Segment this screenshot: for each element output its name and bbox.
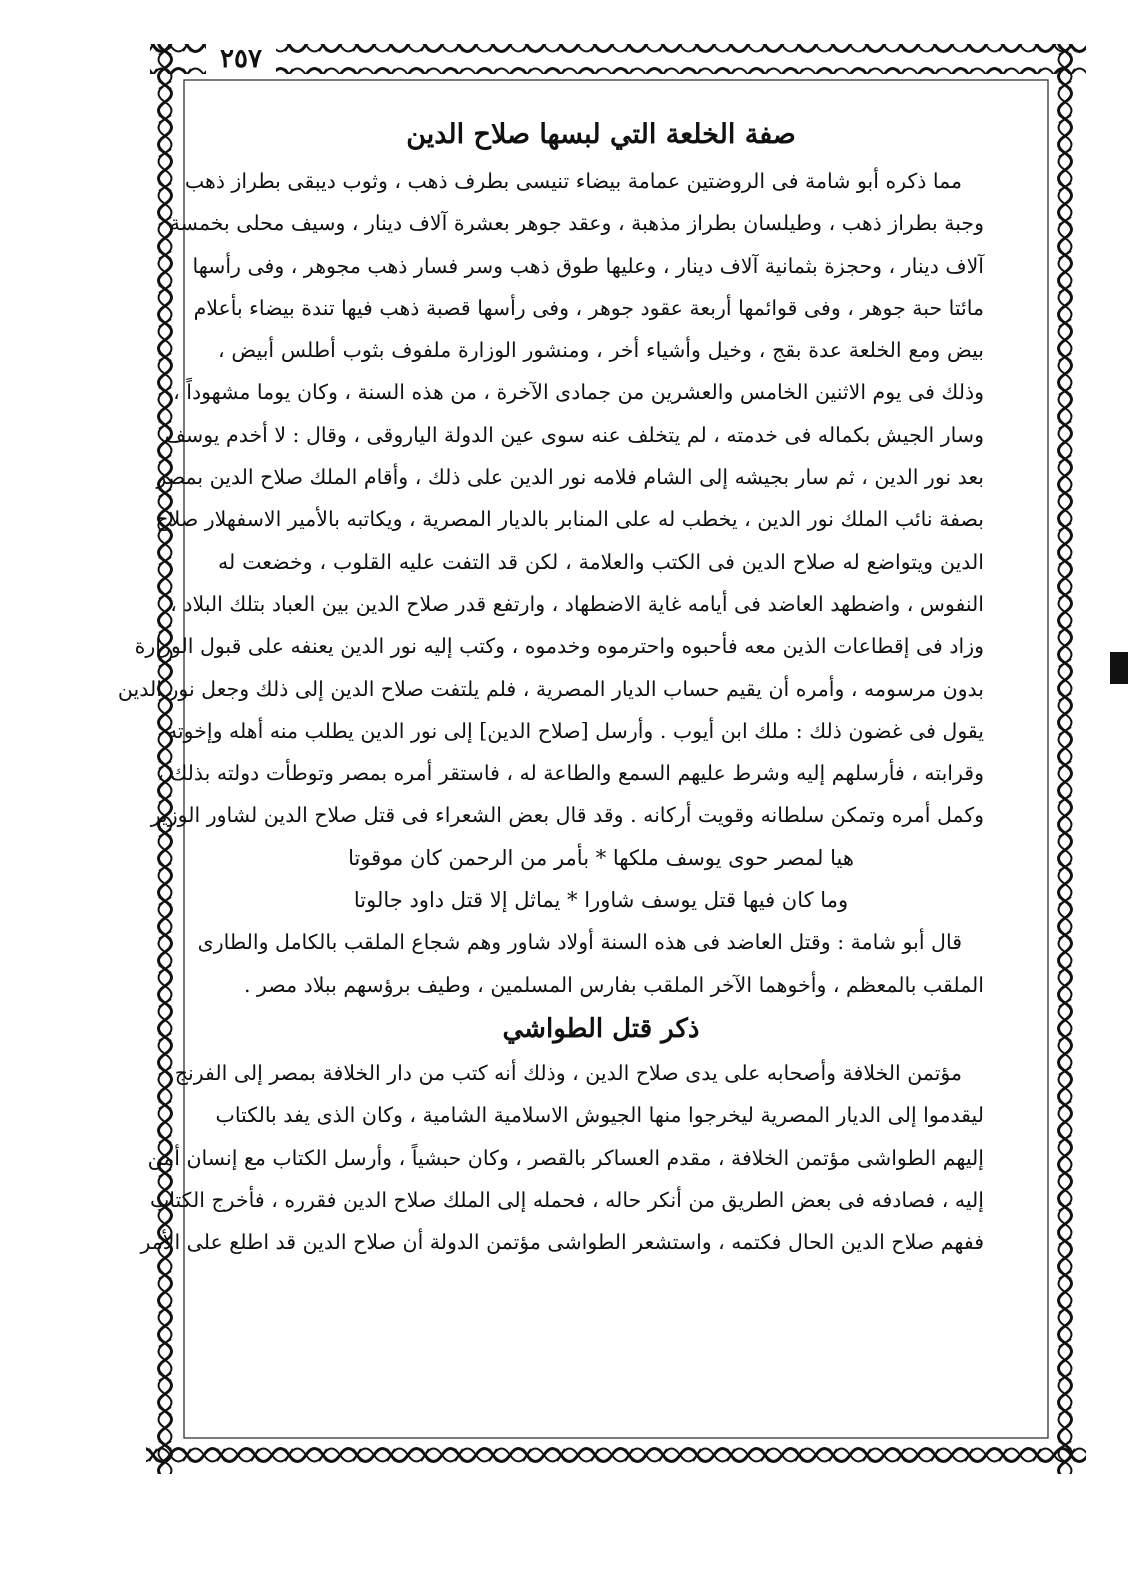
text-line: النفوس ، واضطهد العاضد فى أيامه غاية الاضطهاد ، وارتفع قدر صلاح الدين بين العباد بتلك البلاد ، [170,591,984,616]
text-line: وجبة بطراز ذهب ، وطيلسان بطراز مذهبة ، وعقد جوهر بعشرة آلاف دينار ، وسيف محلى بخمسة [169,211,984,236]
text-line: مائتا حبة جوهر ، وفى قوائمها أربعة عقود جوهر ، وفى رأسها قصبة ذهب فيها تندة بيضاء بأعلام [193,295,984,320]
section-title: ذكر قتل الطواشي [502,1013,700,1044]
text-line: مما ذكره أبو شامة فى الروضتين عمامة بيضاء تنيسى بطرف ذهب ، وثوب ديبقى بطراز ذهب [184,169,962,193]
text-line: يقول فى غضون ذلك : ملك ابن أيوب . وأرسل [صلاح الدين] إلى نور الدين يطلب منه أهله وإخوته [166,718,984,743]
text-column [117,110,984,1263]
poem-verse: هيا لمصر حوى يوسف ملكها * بأمر من الرحمن كان موقوتا [348,845,854,870]
text-line: الملقب بالمعظم ، وأخوهما الآخر الملقب بفارس المسلمين ، وطيف برؤسهم ببلاد مصر . [243,972,984,997]
section-title: صفة الخلعة التي لبسها صلاح الدين [406,119,796,150]
text-line: بعد نور الدين ، ثم سار بجيشه إلى الشام فلامه نور الدين على ذلك ، وأقام الملك صلاح الدين بمصر [156,465,984,490]
text-line: وسار الجيش بكماله فى خدمته ، لم يتخلف عنه سوى عين الدولة الياروقى ، وقال : لا أخدم يوسف [164,422,984,447]
text-line: قال أبو شامة : وقتل العاضد فى هذه السنة أولاد شاور وهم شجاع الملقب بالكامل والطارى [197,930,962,955]
margin-mark [1110,652,1128,684]
text-line: بدون مرسومه ، وأمره أن يقيم حساب الديار المصرية ، فلم يلتفت صلاح الدين إلى ذلك وجعل نور الدين [117,676,984,701]
poem-verse: وما كان فيها قتل يوسف شاورا * يماثل إلا قتل داود جالوتا [353,888,849,913]
text-line: بصفة نائب الملك نور الدين ، يخطب له على المنابر بالديار المصرية ، ويكاتبه بالأمير الاسفهلار صلاح [155,507,984,532]
text-line: إليه ، فصادفه فى بعض الطريق من أنكر حاله ، فحمله إلى الملك صلاح الدين فقرره ، فأخرج الكتاب [149,1187,984,1212]
text-line: بيض ومع الخلعة عدة بقج ، وخيل وأشياء أخر ، ومنشور الوزارة ملفوف بثوب أطلس أبيض ، [218,338,984,363]
text-line: وزاد فى إقطاعات الذين معه فأحبوه واحترموه وخدموه ، وكتب إليه نور الدين يعنفه على قبول الوزارة [134,634,984,659]
paragraph [140,1052,984,1263]
text-line: مؤتمن الخلافة وأصحابه على يدى صلاح الدين ، وذلك أنه كتب من دار الخلافة بمصر إلى الفرنج [174,1060,962,1085]
text-line: إليهم الطواشى مؤتمن الخلافة ، مقدم العساكر بالقصر ، وكان حبشياً ، وأرسل الكتاب مع إنسان أمن [147,1145,984,1170]
text-line: وذلك فى يوم الاثنين الخامس والعشرين من جمادى الآخرة ، من هذه السنة ، وكان يوما مشهوداً ، [173,380,984,405]
poem [218,837,984,922]
text-line: ليقدموا إلى الديار المصرية ليخرجوا منها الجيوش الاسلامية الشامية ، وكان الذى يفد بالكتاب [215,1103,984,1128]
paragraph [197,921,984,1006]
paragraph [117,160,984,837]
text-line: وقرابته ، فأرسلهم إليه وشرط عليهم السمع والطاعة له ، فاستقر أمره بمصر وتوطأت دولته بذلك ، [157,761,984,786]
page-number: ٢٥٧ [206,42,276,76]
text-line: ففهم صلاح الدين الحال فكتمه ، واستشعر الطواشى مؤتمن الدولة أن صلاح الدين قد اطلع على الأمر [140,1230,984,1255]
text-line: الدين ويتواضع له صلاح الدين فى الكتب والعلامة ، لكن قد التفت عليه القلوب ، وخضعت له [218,549,984,574]
text-line: وكمل أمره وتمكن سلطانه وقويت أركانه . وقد قال بعض الشعراء فى قتل صلاح الدين لشاور الوزير [150,803,984,828]
text-line: آلاف دينار ، وحجزة بثمانية آلاف دينار ، وعليها طوق ذهب وسر فسار ذهب مجوهر ، وفى رأسها [192,253,984,278]
